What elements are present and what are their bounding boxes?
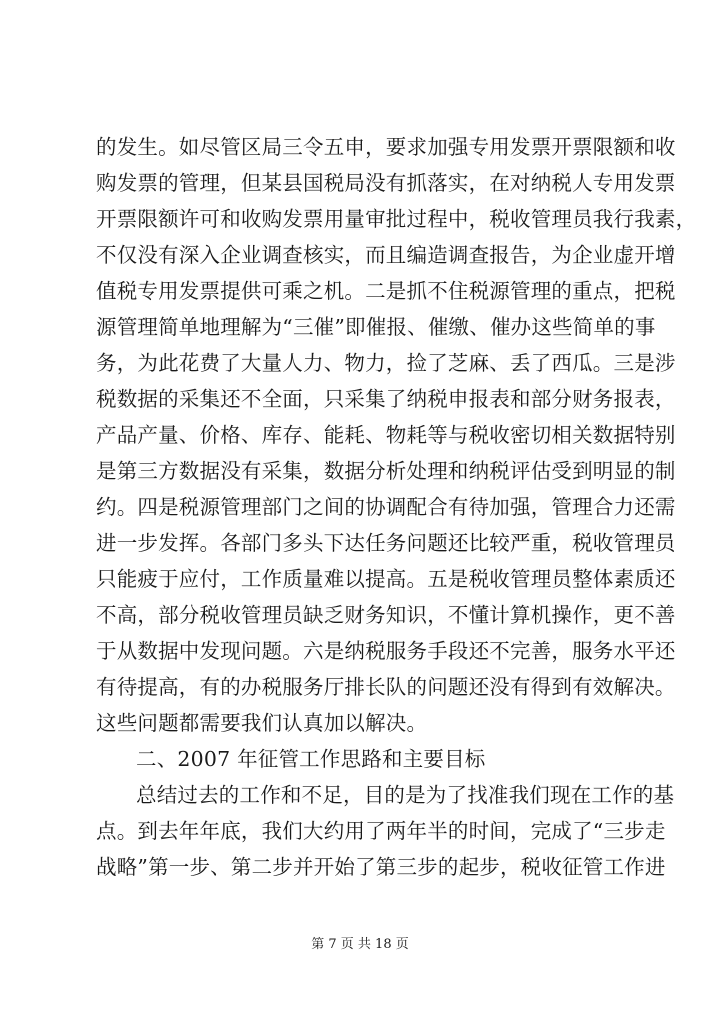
body-text-line: 只能疲于应付，工作质量难以提高。五是税收管理员整体素质还 <box>96 567 676 591</box>
body-text-line: 源管理简单地理解为“三催”即催报、催缴、催办这些简单的事 <box>96 315 656 339</box>
body-text-line: 于从数据中发现问题。六是纳税服务手段还不完善，服务水平还 <box>96 639 676 663</box>
body-text-line: 这些问题都需要我们认真加以解决。 <box>96 711 428 735</box>
body-text-line: 值税专用发票提供可乘之机。二是抓不住税源管理的重点，把税 <box>96 279 676 303</box>
body-text-line: 不仅没有深入企业调查核实，而且编造调查报告，为企业虚开增 <box>96 243 676 267</box>
body-text-line: 购发票的管理，但某县国税局没有抓落实，在对纳税人专用发票 <box>96 171 676 195</box>
body-text-line: 战略”第一步、第二步并开始了第三步的起步，税收征管工作进 <box>96 855 666 879</box>
body-text-line: 总结过去的工作和不足，目的是为了找准我们现在工作的基 <box>136 783 675 807</box>
body-text-line: 不高，部分税收管理员缺乏财务知识，不懂计算机操作，更不善 <box>96 603 676 627</box>
body-text-line: 务，为此花费了大量人力、物力，捡了芝麻、丢了西瓜。三是涉 <box>96 351 676 375</box>
body-text-line: 产品产量、价格、库存、能耗、物耗等与税收密切相关数据特别 <box>96 423 676 447</box>
body-text-line: 是第三方数据没有采集，数据分析处理和纳税评估受到明显的制 <box>96 459 676 483</box>
body-text-line: 进一步发挥。各部门多头下达任务问题还比较严重，税收管理员 <box>96 531 676 555</box>
body-text-line: 开票限额许可和收购发票用量审批过程中，税收管理员我行我素， <box>96 207 697 231</box>
section-heading: 二、2007 年征管工作思路和主要目标 <box>136 747 486 771</box>
body-text-line: 约。四是税源管理部门之间的协调配合有待加强，管理合力还需 <box>96 495 676 519</box>
body-text-line: 点。到去年年底，我们大约用了两年半的时间，完成了“三步走 <box>96 819 666 843</box>
body-text-line: 有待提高，有的办税服务厅排长队的问题还没有得到有效解决。 <box>96 675 676 699</box>
page-footer: 第 7 页 共 18 页 <box>311 937 409 952</box>
body-text-line: 税数据的采集还不全面，只采集了纳税申报表和部分财务报表， <box>96 387 676 411</box>
body-text-line: 的发生。如尽管区局三令五申，要求加强专用发票开票限额和收 <box>96 135 676 159</box>
